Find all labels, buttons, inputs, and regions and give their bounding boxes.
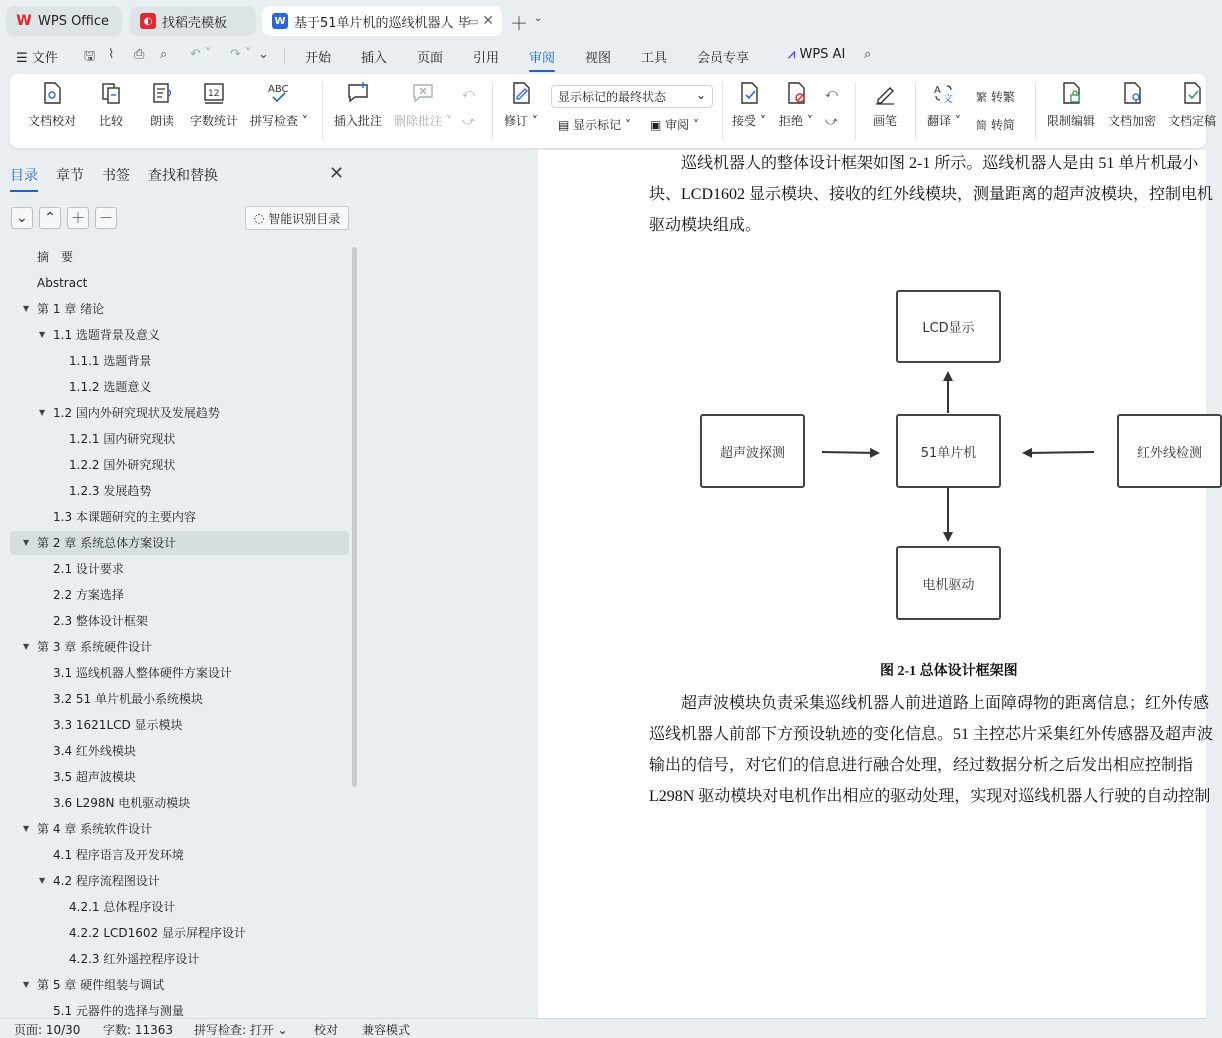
search-icon[interactable]: ⌕ <box>864 47 872 62</box>
dropdown-arrow-icon: ˅ <box>301 114 308 128</box>
compare-label: 比较 <box>98 114 123 128</box>
delete-comment-label: 删除批注 <box>394 114 443 128</box>
page-indicator[interactable]: 页面: 10/30 <box>14 1023 81 1037</box>
show-markup-icon: ▤ <box>558 117 570 132</box>
toc-item[interactable] <box>10 245 349 269</box>
document-page[interactable] <box>538 150 1214 1018</box>
toc-item[interactable] <box>10 427 349 451</box>
toc-item-label: 摘 要 <box>37 250 74 264</box>
toc-item-label: 3.3 1621LCD 显示模块 <box>53 718 183 732</box>
next-comment-icon[interactable]: ⤻ <box>462 114 475 128</box>
expand-arrow-icon[interactable]: ▼ <box>23 538 30 547</box>
toc-item[interactable] <box>10 479 349 503</box>
ribbon-divider <box>855 82 856 140</box>
simplified-icon: 简 <box>976 118 987 132</box>
word-doc-icon: W <box>272 13 288 29</box>
plus-icon: ＋ <box>71 211 85 227</box>
toc-item-label: 2.2 方案选择 <box>53 588 124 602</box>
toc-item-label: 3.5 超声波模块 <box>53 770 136 784</box>
delete-comment-icon <box>410 80 436 106</box>
pen-icon <box>872 80 898 106</box>
arrow-from-ultrasonic <box>822 452 878 453</box>
tab-wps-office[interactable] <box>6 6 122 36</box>
menu-item-insert[interactable]: 插入 <box>361 51 388 66</box>
toc-item[interactable] <box>10 323 349 347</box>
expand-arrow-icon[interactable]: ▼ <box>23 642 30 651</box>
toc-item-label: 第 1 章 绪论 <box>37 302 105 316</box>
toc-item[interactable] <box>10 635 349 659</box>
toc-item[interactable] <box>10 895 349 919</box>
minus-icon: － <box>99 211 113 227</box>
read-aloud-button[interactable] <box>149 80 175 129</box>
expand-arrow-icon[interactable]: ▼ <box>23 304 30 313</box>
review-pane-button[interactable]: ▣ 审阅 ˅ <box>650 117 700 132</box>
menu-item-tools[interactable]: 工具 <box>641 51 668 66</box>
toc-item-label: Abstract <box>37 276 88 290</box>
to-traditional-label: 转繁 <box>990 90 1015 104</box>
ribbon-toolbar <box>10 74 1217 148</box>
toc-item-label: 1.1 选题背景及意义 <box>53 328 160 342</box>
redo-icon[interactable]: ↷ ˅ <box>230 47 252 62</box>
toc-item-label: 1.2 国内外研究现状及发展趋势 <box>53 406 220 420</box>
add-heading-button[interactable] <box>67 207 89 229</box>
toc-item-label: 4.2.2 LCD1602 显示屏程序设计 <box>69 926 247 940</box>
expand-arrow-icon[interactable]: ▼ <box>23 824 30 833</box>
paragraph-line: 巡线机器人的整体设计框架如图 2-1 所示。巡线机器人是由 51 单片机最小 <box>681 155 1199 172</box>
word-count-label: 字数统计 <box>190 114 239 128</box>
ai-toc-button[interactable] <box>245 206 349 230</box>
expand-arrow-icon[interactable]: ▼ <box>39 876 46 885</box>
ribbon-divider <box>722 82 723 140</box>
spell-check-label: 拼写检查 <box>250 114 299 128</box>
tab-current-document[interactable] <box>262 6 502 36</box>
undo-icon[interactable]: ↶ ˅ <box>190 47 212 62</box>
expand-arrow-icon[interactable]: ▼ <box>23 980 30 989</box>
nav-tab-toc[interactable]: 目录 <box>10 165 38 185</box>
word-count-button[interactable] <box>190 80 238 129</box>
markup-state-select[interactable] <box>551 85 713 108</box>
tab-label: WPS Office <box>38 13 110 29</box>
to-traditional-button[interactable] <box>976 88 1015 105</box>
toc-item[interactable] <box>10 791 349 815</box>
compare-icon <box>98 80 124 106</box>
menu-item-view[interactable]: 视图 <box>585 51 612 66</box>
toc-item-label: 4.2.3 红外遥控程序设计 <box>69 952 200 966</box>
toc-item[interactable] <box>10 973 349 997</box>
finalize-icon <box>1179 80 1205 106</box>
toc-item[interactable] <box>10 505 349 529</box>
remove-heading-button[interactable] <box>95 207 117 229</box>
proofread-label: 文档校对 <box>28 114 77 128</box>
restrict-edit-button[interactable] <box>1047 80 1095 129</box>
toc-item[interactable] <box>10 271 349 295</box>
toc-item[interactable] <box>10 817 349 841</box>
diagram-box-ultrasonic: 超声波探测 <box>700 414 805 488</box>
accept-button[interactable]: 接受 ˅ <box>732 80 766 129</box>
toc-item-label: 2.1 设计要求 <box>53 562 124 576</box>
wps-ai-label: WPS AI <box>799 47 846 62</box>
paragraph-line: 块、LCD1602 显示模块、接收的红外线模块，测量距离的超声波模块，控制电机 <box>649 186 1214 203</box>
review-pane-icon: ▣ <box>650 117 662 132</box>
toc-item[interactable] <box>10 557 349 581</box>
proofread-icon <box>39 80 65 106</box>
file-menu-label: 文件 <box>31 51 58 66</box>
toc-item-label: 1.1.1 选题背景 <box>69 354 152 368</box>
file-menu[interactable]: ☰ 文件 <box>16 51 58 66</box>
show-markup-button[interactable]: ▤ 显示标记 ˅ <box>558 117 632 132</box>
diagram-box-lcd: LCD显示 <box>896 290 1001 363</box>
review-pane-label: 审阅 <box>665 118 690 132</box>
toc-item-label: 4.2 程序流程图设计 <box>53 874 160 888</box>
svg-text:文: 文 <box>942 94 953 105</box>
nav-tab-chapters[interactable]: 章节 <box>56 168 84 184</box>
tab-docer-templates[interactable] <box>130 6 256 36</box>
chevron-down-icon[interactable]: ⌄ <box>534 13 543 24</box>
menu-divider <box>284 48 285 64</box>
toc-item-label: 4.1 程序语言及开发环境 <box>53 848 184 862</box>
toc-item-label: 4.2.1 总体程序设计 <box>69 900 176 914</box>
monitor-icon: ▭ <box>468 14 479 28</box>
word-count-indicator[interactable]: 字数: 11363 <box>103 1023 174 1037</box>
delete-comment-button[interactable]: 删除批注 ˅ <box>394 80 452 129</box>
svg-text:A: A <box>933 85 941 96</box>
svg-text:ABC: ABC <box>267 84 289 95</box>
expand-arrow-icon[interactable]: ▼ <box>39 408 46 417</box>
diagram-arrows <box>538 150 1206 650</box>
toc-item[interactable] <box>10 401 349 425</box>
toc-item-label: 3.1 巡线机器人整体硬件方案设计 <box>53 666 232 680</box>
to-simplified-label: 转简 <box>990 118 1015 132</box>
revise-icon <box>508 80 534 106</box>
markup-state-value: 显示标记的最终状态 <box>558 90 667 104</box>
proof-indicator[interactable]: 校对 <box>314 1023 339 1037</box>
next-revision-icon[interactable]: ⤻ <box>825 114 838 128</box>
toc-item[interactable] <box>10 687 349 711</box>
spell-check-button[interactable] <box>250 80 308 129</box>
spell-check-indicator[interactable]: 拼写检查: 打开 ⌄ <box>194 1023 288 1037</box>
toc-item-label: 3.4 红外线模块 <box>53 744 136 758</box>
expand-arrow-icon[interactable]: ▼ <box>39 330 46 339</box>
toc-item[interactable] <box>10 765 349 789</box>
translate-button[interactable]: A 文 翻译 ˅ <box>927 80 961 129</box>
revise-label: 修订 <box>504 114 529 128</box>
paragraph-line: 输出的信号，对它们的信息进行融合处理，经过数据分析之后发出相应控制指 <box>649 757 1194 774</box>
status-bar <box>0 1018 1206 1038</box>
prev-revision-icon[interactable]: ⤺ <box>825 86 838 100</box>
encrypt-button[interactable] <box>1108 80 1156 129</box>
paragraph-line: L298N 驱动模块对电机作出相应的驱动处理，实现对巡线机器人行驶的自动控制 <box>649 788 1211 805</box>
toc-item-label: 1.2.2 国外研究现状 <box>69 458 176 472</box>
navigation-pane <box>0 150 362 1018</box>
finalize-button[interactable] <box>1168 80 1216 129</box>
reject-icon <box>783 80 809 106</box>
wps-ai-icon: ⩘ <box>788 47 796 62</box>
close-icon[interactable]: ✕ <box>329 163 345 184</box>
revise-button[interactable]: 修订 ˅ <box>504 80 538 129</box>
expand-down-button[interactable] <box>11 207 33 229</box>
toc-item[interactable] <box>10 453 349 477</box>
finalize-label: 文档定稿 <box>1168 114 1217 128</box>
menu-item-home[interactable]: 开始 <box>305 51 332 66</box>
toc-item-label: 1.2.3 发展趋势 <box>69 484 152 498</box>
accept-label: 接受 <box>732 114 757 128</box>
save-icon[interactable]: 🖫 <box>84 49 96 64</box>
tab-bar <box>0 0 1206 40</box>
insert-comment-icon <box>345 80 371 106</box>
diagram-box-infrared: 红外线检测 <box>1117 414 1222 488</box>
ribbon-divider <box>915 82 916 140</box>
to-simplified-button[interactable] <box>976 116 1015 133</box>
show-markup-label: 显示标记 <box>573 118 622 132</box>
toc-item[interactable] <box>10 375 349 399</box>
print-preview-icon[interactable]: ⌕ <box>160 47 168 62</box>
restrict-edit-label: 限制编辑 <box>1047 114 1096 128</box>
toc-item[interactable] <box>10 531 349 555</box>
nav-scrollbar[interactable] <box>352 247 357 787</box>
toc-item[interactable] <box>10 947 349 971</box>
compare-button[interactable] <box>98 80 124 129</box>
chevron-down-icon: ⌄ <box>695 88 706 102</box>
docer-icon: ◐ <box>140 13 156 29</box>
insert-comment-button[interactable] <box>334 80 382 129</box>
reject-label: 拒绝 <box>779 114 804 128</box>
toc-item-label: 第 4 章 系统软件设计 <box>37 822 153 836</box>
arrow-from-infrared <box>1024 452 1094 453</box>
tab-label: 基于51单片机的巡线机器人 毕 <box>294 15 471 31</box>
menu-bar <box>0 40 1206 72</box>
accept-icon <box>736 80 762 106</box>
ribbon-divider <box>1035 82 1036 140</box>
spell-check-status: 拼写检查: 打开 <box>194 1023 274 1037</box>
toc-item-label: 5.1 元器件的选择与测量 <box>53 1004 184 1018</box>
more-icon[interactable]: ⌄ <box>258 47 269 62</box>
paragraph-line: 驱动模块组成。 <box>649 217 762 234</box>
toc-item[interactable] <box>10 869 349 893</box>
collapse-up-button[interactable] <box>39 207 61 229</box>
tab-label: 找稻壳模板 <box>162 15 228 31</box>
paragraph-line: 巡线机器人前部下方预设轨迹的变化信息。51 主控芯片采集红外传感器及超声波 <box>649 726 1214 743</box>
lock-doc-icon <box>1058 80 1084 106</box>
menu-item-review[interactable]: 审阅 <box>529 47 555 66</box>
ribbon-divider <box>322 82 323 140</box>
toc-item-label: 3.2 51 单片机最小系统模块 <box>53 692 203 706</box>
translate-label: 翻译 <box>927 114 952 128</box>
toc-item[interactable] <box>10 609 349 633</box>
diagram-box-motor: 电机驱动 <box>896 546 1001 620</box>
toc-item-label: 第 5 章 硬件组装与调试 <box>37 978 165 992</box>
close-icon[interactable]: ✕ <box>482 13 494 29</box>
prev-comment-icon[interactable]: ⤺ <box>462 86 475 100</box>
toc-item[interactable] <box>10 921 349 945</box>
nav-tab-bookmarks[interactable]: 书签 <box>102 168 130 184</box>
toc-item[interactable] <box>10 661 349 685</box>
wps-logo-icon: W <box>16 13 32 29</box>
paragraph-line: 超声波模块负责采集巡线机器人前进道路上面障碍物的距离信息；红外传感 <box>681 695 1210 712</box>
insert-comment-label: 插入批注 <box>334 114 383 128</box>
pen-label: 画笔 <box>872 114 897 128</box>
pen-button[interactable] <box>872 80 898 129</box>
encrypt-icon <box>1119 80 1145 106</box>
toc-item[interactable] <box>10 843 349 867</box>
toc-item-label: 第 2 章 系统总体方案设计 <box>37 536 177 550</box>
toc-item-label: 1.3 本课题研究的主要内容 <box>53 510 196 524</box>
reject-button[interactable]: 拒绝 ˅ <box>779 80 813 129</box>
spell-check-icon <box>266 80 292 106</box>
wps-ai-button[interactable] <box>788 47 845 62</box>
compat-mode-indicator: 兼容模式 <box>362 1023 411 1037</box>
diagram-box-mcu: 51单片机 <box>896 414 1001 488</box>
proofread-button[interactable] <box>28 80 76 129</box>
ai-toc-label: 智能识别目录 <box>268 211 341 226</box>
toc-item-label: 第 3 章 系统硬件设计 <box>37 640 153 654</box>
read-aloud-icon <box>149 80 175 106</box>
ribbon-divider <box>492 82 493 140</box>
chevron-down-icon: ⌄ <box>16 210 28 226</box>
toc-item[interactable] <box>10 739 349 763</box>
translate-icon <box>931 80 957 106</box>
nav-tab-find-replace[interactable]: 查找和替换 <box>148 168 218 184</box>
toc-item-label: 2.3 整体设计框架 <box>53 614 148 628</box>
encrypt-label: 文档加密 <box>1108 114 1157 128</box>
menu-item-member[interactable]: 会员专享 <box>697 51 750 66</box>
toc-item[interactable] <box>10 349 349 373</box>
brush-icon[interactable]: ⌇ <box>108 47 115 62</box>
ai-icon: ◌ <box>253 211 265 225</box>
toc-item[interactable] <box>10 583 349 607</box>
word-count-icon <box>201 80 227 106</box>
toc-item-label: 3.6 L298N 电机驱动模块 <box>53 796 191 810</box>
chevron-up-icon: ⌃ <box>44 210 56 226</box>
toc-item-label: 1.1.2 选题意义 <box>69 380 152 394</box>
menu-item-references[interactable]: 引用 <box>473 51 500 66</box>
svg-text:12: 12 <box>208 89 220 99</box>
menu-item-page[interactable]: 页面 <box>417 51 444 66</box>
new-tab-button[interactable]: ＋ <box>510 14 528 35</box>
toc-item[interactable] <box>10 713 349 737</box>
toc-item[interactable] <box>10 297 349 321</box>
traditional-icon: 繁 <box>976 90 987 104</box>
read-aloud-label: 朗读 <box>149 114 174 128</box>
toc-item-label: 1.2.1 国内研究现状 <box>69 432 176 446</box>
print-icon[interactable]: ⎙ <box>134 47 145 62</box>
figure-caption: 图 2-1 总体设计框架图 <box>880 664 1018 679</box>
